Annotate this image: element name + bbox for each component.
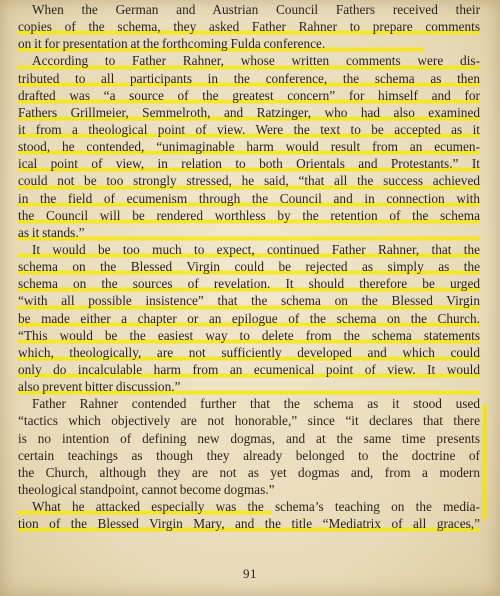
text-line: in the field of ecumenism through the Council and in connection with — [18, 190, 480, 206]
text-line: only do incalculable harm from an ecumenical point of view. It would — [18, 361, 480, 377]
text-line: Fathers Grillmeier, Semmelroth, and Ratzinger, who had also examined — [18, 104, 480, 120]
text-line: What he attacked especially was the schema’s teaching on the media- — [18, 498, 480, 515]
text-line: copies of the schema, they asked Father Rahner to prepare comments — [18, 19, 480, 35]
text-line: schema on the Blessed Virgin could be rejected as simply as the — [18, 259, 480, 275]
text-line: tion of the Blessed Virgin Mary, and the title “Mediatrix of all graces,” — [18, 516, 480, 532]
text-line: When the German and Austrian Council Fathers received their — [32, 2, 480, 17]
text-line: Father Rahner contended further that the schema as it stood used — [32, 396, 480, 412]
text-line: the Church, although they are not as yet dogmas and, from a modern — [18, 464, 480, 480]
text-line: the Council will be rendered worthless by the retention of the schema — [18, 207, 480, 223]
text-line: “tactics which objectively are not honorable,” since “it declares that there — [18, 413, 480, 429]
text-line: theological standpoint, cannot become dogmas.” — [18, 481, 275, 497]
text-line: certain teachings as though they already belonged to the doctrine of — [18, 447, 480, 463]
margin-highlight-mark — [483, 404, 487, 520]
text-line: could not be too strongly stressed, he said, “that all the success achieved — [18, 173, 480, 189]
text-line: “This would be the easiest way to delete from the schema statements — [18, 327, 480, 343]
text-line: stood, he contended, “unimaginable harm would result from an ecumen- — [18, 139, 480, 155]
body-text — [18, 1, 480, 532]
text-line: drafted was “a source of the greatest concern” for himself and for — [18, 87, 480, 103]
text-line: “with all possible insistence” that the schema on the Blessed Virgin — [18, 293, 480, 309]
text-line: is no intention of defining new dogmas, and at the same time presents — [18, 430, 480, 446]
text-line: tributed to all participants in the conference, the schema as then — [18, 70, 480, 86]
text-line: According to Father Rahner, whose written comments were dis- — [18, 52, 480, 69]
text-line: schema on the sources of revelation. It should therefore be urged — [18, 276, 480, 292]
page-number: 91 — [243, 566, 257, 581]
text-line: it from a theological point of view. Were the text to be accepted as it — [18, 121, 480, 137]
text-line: as it stands.” — [18, 224, 480, 241]
text-line: ical point of view, in relation to both Orientals and Protestants.” It — [18, 156, 480, 172]
text-line: be made either a chapter or an epilogue of the schema on the Church. — [18, 310, 480, 326]
text-line: which, theologically, are not sufficiently developed and which could — [18, 344, 480, 360]
text-line: also prevent bitter discussion.” — [18, 378, 480, 395]
text-line: It would be too much to expect, continued Father Rahner, that the — [18, 241, 480, 258]
text-line: on it for presentation at the forthcoming Fulda conference. — [18, 35, 480, 52]
